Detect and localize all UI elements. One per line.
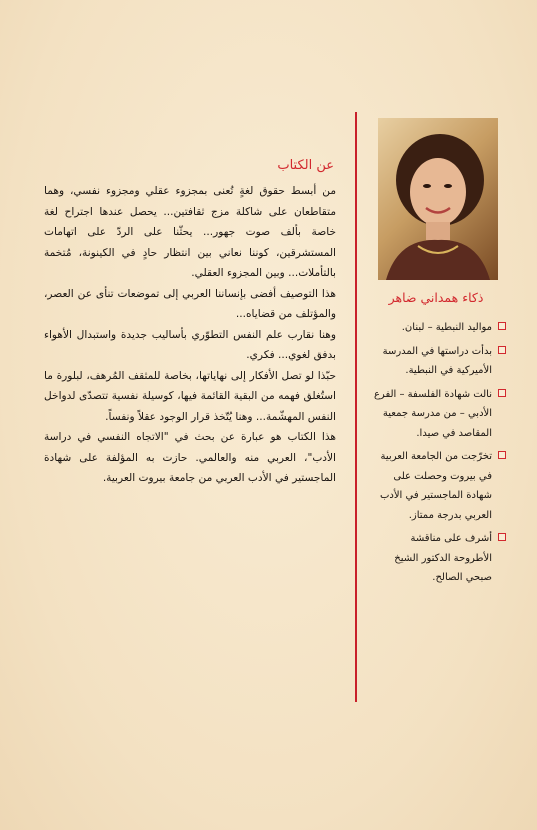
bio-item-text: بدأت دراستها في المدرسة الأميركية في النبطية.	[382, 345, 492, 376]
about-paragraph: من أبسط حقوق لغةٍ تُعنى بمجزوء عقلي ومجزوء نفسي، وهما متقاطعان على شاكلة مزج ثقافتين... يحصل عندها اجتراح لغة خاصة بألف صوت جهور... يحثّنا على الردّ على اتهامات المستشرقين، كوننا نعاني بين انتظار حادٍ في الكينونة، مُتخمة بالتأملات... وبين المجزوء العقلي.	[44, 185, 336, 279]
bio-item	[372, 385, 506, 444]
author-bio-list	[372, 318, 506, 592]
bio-item-text: تخرّجت من الجامعة العربية في بيروت وحصلت على شهادة الماجستير في الأدب العربي بدرجة ممتاز.	[379, 451, 492, 521]
about-paragraph: هذا الكتاب هو عبارة عن بحث في "الاتجاه النفسي في دراسة الأدب"، العربي منه والعالمي. حازت به المؤلفة على شهادة الماجستير في الأدب العربي من جامعة بيروت العربية.	[44, 431, 336, 484]
checkbox-bullet-icon	[498, 389, 506, 397]
bio-item-text: أشرف على مناقشة الأطروحة الدكتور الشيخ صبحي الصالح.	[394, 533, 492, 583]
about-book-section	[44, 158, 336, 489]
column-divider	[355, 112, 357, 702]
about-paragraph: حبّذا لو تصل الأفكار إلى نهاياتها، بخاصة للمثقف المُرهف، لبلورة ما استُغلق فهمه من البقية القائمة فيها، كوسيلة نفسية تتصدّى لدواخل النفس المهشّمة... وهنا يُتّخذ قرار الوجود عقلاً ونفساً.	[44, 369, 336, 423]
about-paragraph: هذا التوصيف أفضى بإنساننا العربي إلى تموضعات تنأى عن العصر، والمؤتلف من قضاياه...	[44, 287, 336, 320]
about-book-title: عن الكتاب	[277, 158, 334, 173]
author-name: ذكاء همداني ضاهر	[388, 290, 484, 305]
about-paragraph: وهنا نقارب علم النفس التطوّري بأساليب جديدة واستبدال الأهواء بدفق لغوي... فكري.	[44, 328, 336, 361]
author-photo	[378, 118, 498, 280]
checkbox-bullet-icon	[498, 346, 506, 354]
checkbox-bullet-icon	[498, 322, 506, 330]
bio-item	[372, 447, 506, 525]
bio-item	[372, 529, 506, 588]
checkbox-bullet-icon	[498, 533, 506, 541]
bio-item-text: مواليد النبطية – لبنان.	[401, 322, 492, 333]
bio-item-text: نالت شهادة الفلسفة – الفرع الأدبي – من مدرسة جمعية المقاصد في صيدا.	[373, 388, 492, 439]
bio-item	[372, 342, 506, 381]
checkbox-bullet-icon	[498, 451, 506, 459]
bio-item	[372, 318, 506, 338]
